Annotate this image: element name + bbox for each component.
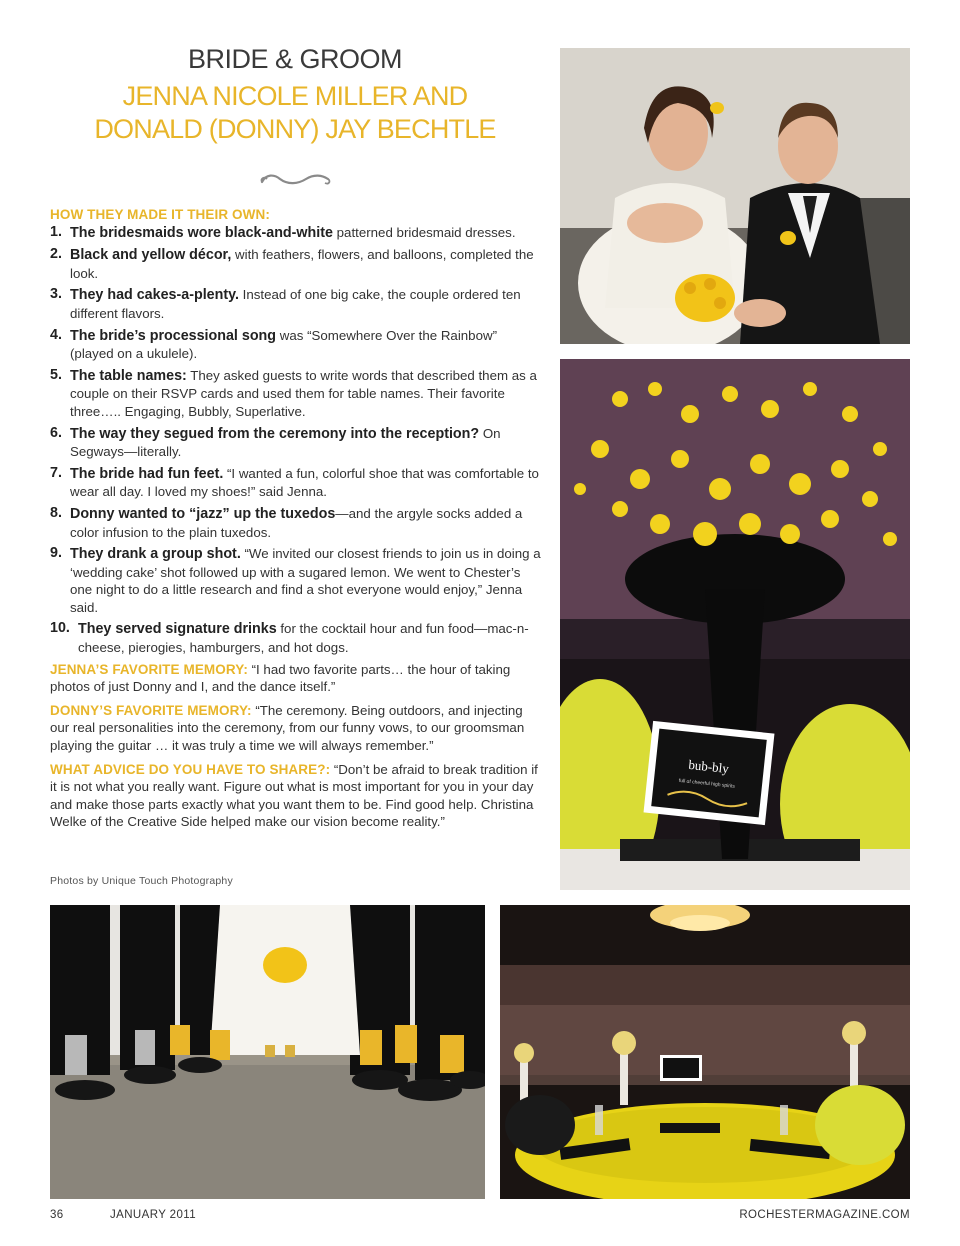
donny-memory-heading: DONNY’S FAVORITE MEMORY: xyxy=(50,702,252,718)
jenna-memory-heading: JENNA’S FAVORITE MEMORY: xyxy=(50,661,248,677)
couple-portrait-photo xyxy=(560,48,910,344)
list-item xyxy=(50,327,542,363)
reception-room-photo xyxy=(500,905,910,1199)
list-item xyxy=(50,545,542,616)
list-item-number: 3. xyxy=(50,286,62,303)
groomsmen-socks-photo xyxy=(50,905,485,1199)
section-kicker: BRIDE & GROOM xyxy=(187,44,403,74)
list-heading: HOW THEY MADE IT THEIR OWN: xyxy=(50,207,270,222)
list-item-number: 1. xyxy=(50,223,62,240)
list-item xyxy=(50,246,542,282)
list-item-text: They asked guests to write words that described them as a couple on their RSVP cards and used them for table names. Their favorite three….. Engaging, Bubbly, Superlative. xyxy=(70,367,537,419)
list-item-text: “I wanted a fun, colorful shoe that was comfortable to wear all day. I loved my shoes!” said Jenna. xyxy=(70,465,539,500)
list-item-number: 5. xyxy=(50,366,62,383)
list-item-number: 2. xyxy=(50,246,62,263)
table-card-definition: full of cheerful high spirits xyxy=(678,777,736,790)
donny-memory-text: “The ceremony. Being outdoors, and injecting our real personalities into the ceremony, from our funny vows, to our groomsman playing the guitar … it was truly a time we will always remember.” xyxy=(50,702,525,754)
list-item-text: for the cocktail hour and fun food—mac-n-cheese, pierogies, hamburgers, and hot dogs. xyxy=(78,621,529,656)
list-item-number: 7. xyxy=(50,464,62,481)
list-item-text: —and the argyle socks added a color infusion to the plain tuxedos. xyxy=(70,505,523,540)
donny-memory xyxy=(50,702,542,755)
photo-credit: Photos by Unique Touch Photography xyxy=(50,875,233,887)
list-item-text: Instead of one big cake, the couple ordered ten different flavors. xyxy=(70,287,521,321)
advice-heading: WHAT ADVICE DO YOU HAVE TO SHARE?: xyxy=(50,761,331,777)
custom-touches-list xyxy=(50,224,542,657)
advice xyxy=(50,761,542,831)
list-item-number: 9. xyxy=(50,545,62,562)
couple-names-line-1: JENNA NICOLE MILLER AND xyxy=(122,81,468,111)
list-item-text: with feathers, flowers, and balloons, completed the look. xyxy=(70,247,534,281)
list-item-lead: Donny wanted to “jazz” up the tuxedos xyxy=(70,505,336,522)
list-item-number: 4. xyxy=(50,326,62,343)
jenna-memory xyxy=(50,661,542,696)
list-item-lead: Black and yellow décor, xyxy=(70,247,232,264)
list-item-number: 8. xyxy=(50,504,62,521)
list-item-number: 6. xyxy=(50,424,62,441)
list-item-lead: The bride had fun feet. xyxy=(70,465,224,482)
list-item-lead: The bride’s processional song xyxy=(70,327,277,344)
list-item-lead: They drank a group shot. xyxy=(70,546,241,563)
list-item-text: patterned bridesmaid dresses. xyxy=(332,224,516,240)
list-item-lead: They had cakes-a-plenty. xyxy=(70,287,239,304)
list-item xyxy=(50,224,542,243)
list-item xyxy=(50,425,542,461)
table-card-word: bub-bly xyxy=(687,756,730,777)
couple-names-line-2: DONALD (DONNY) JAY BECHTLE xyxy=(94,114,496,144)
list-item-text: “We invited our closest friends to join us in doing a ‘wedding cake’ shot followed up with a sugared lemon. We went to Chester’s one night to do a little research and find a shot everyone would enjoy,” Jenna said. xyxy=(70,546,541,615)
list-item xyxy=(50,620,542,656)
advice-text: “Don’t be afraid to break tradition if it is not what you really want. Figure out what is most important for you in your day and make those parts exactly what you want them to be. Find good help. Christina Welke of the Creative Side helped make our vision become reality.” xyxy=(50,761,538,830)
list-item-lead: The table names: xyxy=(70,367,187,384)
issue-date: JANUARY 2011 xyxy=(110,1209,196,1221)
jenna-memory-text: “I had two favorite parts… the hour of taking photos of just Donny and I, and the dance itself.” xyxy=(50,661,511,695)
swirl-ornament-icon xyxy=(258,170,332,188)
list-item-lead: They served signature drinks xyxy=(78,621,277,638)
list-item-lead: The bridesmaids wore black-and-white xyxy=(70,224,333,241)
site-url: ROCHESTERMAGAZINE.COM xyxy=(739,1209,910,1221)
page-number: 36 xyxy=(50,1209,64,1221)
list-item-text: was “Somewhere Over the Rainbow” (played on a ukulele). xyxy=(70,327,497,362)
list-item-lead: The way they segued from the ceremony into the reception? xyxy=(70,425,480,442)
list-item xyxy=(50,465,542,501)
couple-names xyxy=(40,80,550,146)
list-item-number: 10. xyxy=(50,620,70,637)
article-body xyxy=(50,206,542,837)
list-item xyxy=(50,505,542,541)
list-item xyxy=(50,286,542,322)
centerpiece-photo xyxy=(560,359,910,890)
list-item xyxy=(50,367,542,421)
list-item-text: On Segways—literally. xyxy=(70,425,501,460)
